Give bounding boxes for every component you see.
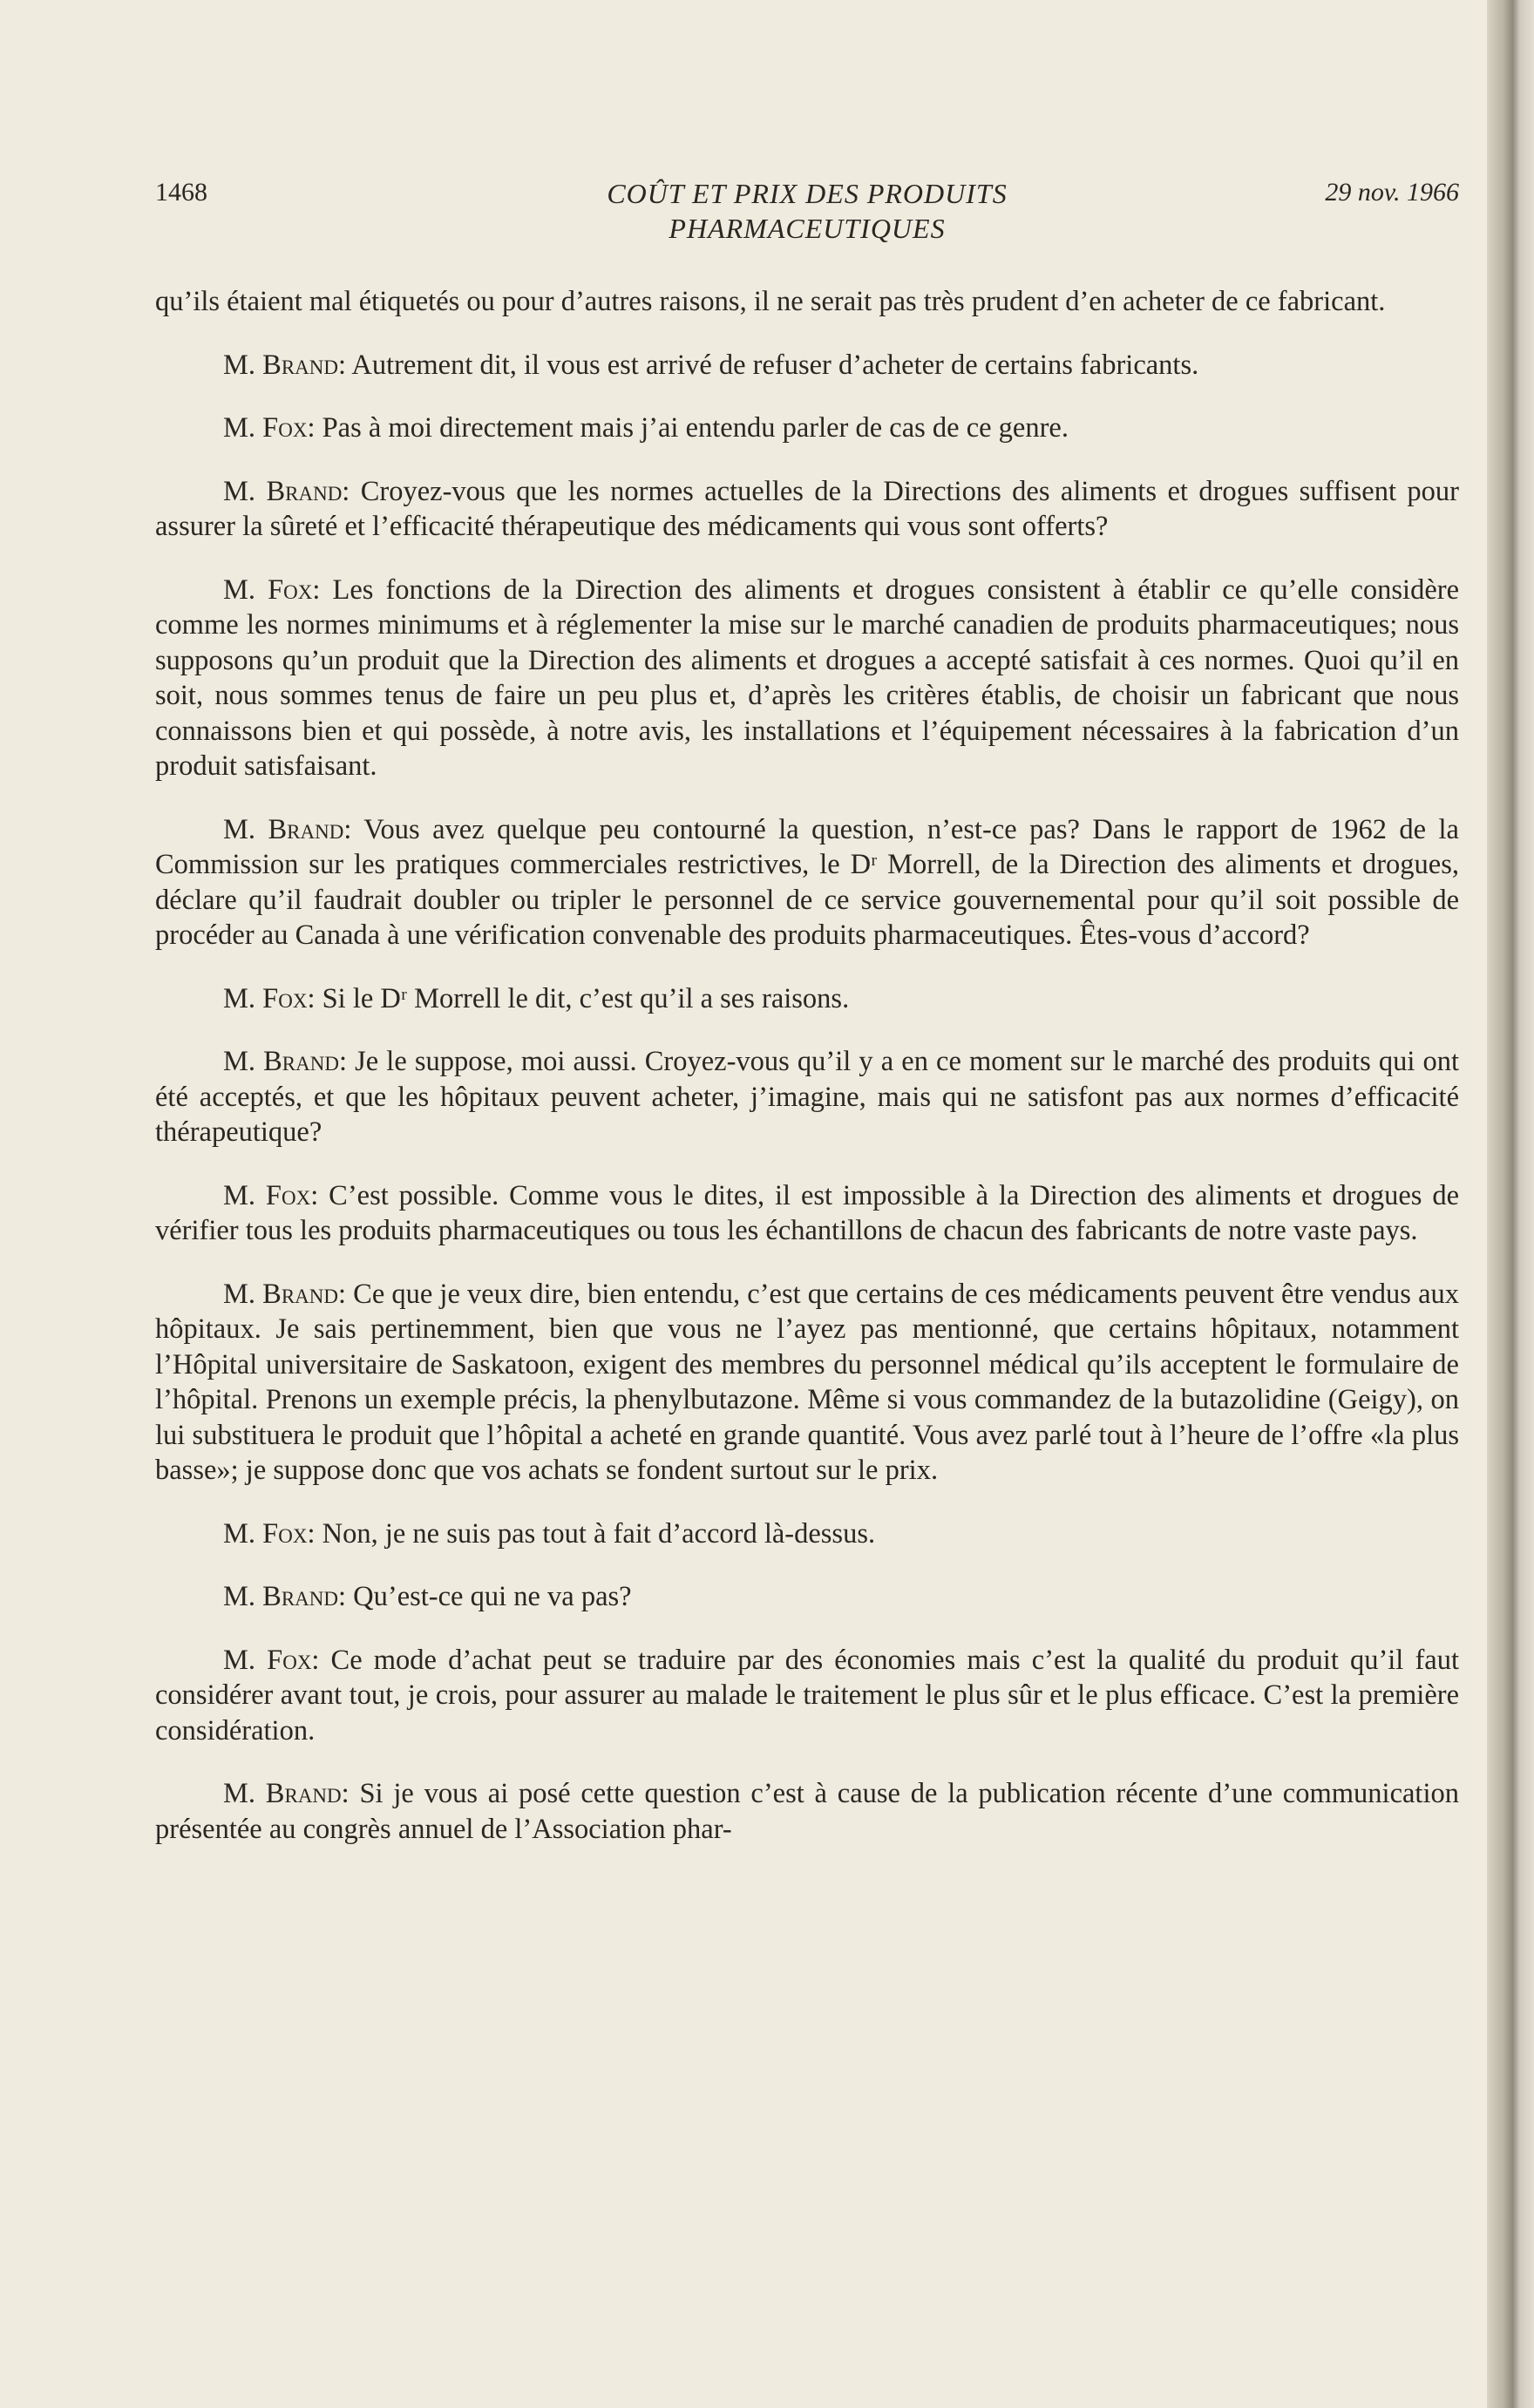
paragraph-text: Les fonctions de la Direction des aliments et drogues consistent à établir ce qu’elle considère comme les normes minimums et à réglementer la mise sur le marché canadien de produits pharmaceutiques; nous supposons qu’un produit que la Direction des aliments et drogues a accepté satisfait à ces normes. Quoi qu’il en soit, nous sommes tenus de faire un peu plus et, d’après les critères établis, de choisir un fabricant que nous connaissons bien et qui possède, à notre avis, les installations et l’équipement nécessaires à la fabrication d’un produit satisfaisant. bbox=[155, 573, 1459, 782]
page-date: 29 nov. 1966 bbox=[1325, 178, 1459, 207]
speaker-label: M. Fox: bbox=[223, 982, 316, 1014]
speaker-label: M. Fox: bbox=[223, 573, 321, 606]
paragraph bbox=[155, 1044, 1459, 1150]
paragraph-text: Qu’est-ce qui ne va pas? bbox=[346, 1581, 632, 1612]
speaker-label: M. Brand: bbox=[223, 813, 352, 845]
speaker-label: M. Brand: bbox=[223, 349, 347, 381]
paragraph-text: Vous avez quelque peu contourné la question, n’est-ce pas? Dans le rapport de 1962 de la Commission sur les pratiques commerciales restrictives, le Dʳ Morrell, de la Direction des aliments et drogues, déclare qu’il faudrait doubler ou tripler le personnel de ce service gouvernemental pour qu’il soit possible de procéder au Canada à une vérification convenable des produits pharmaceutiques. Êtes-vous d’accord? bbox=[155, 813, 1459, 951]
paragraph bbox=[155, 348, 1459, 383]
paragraph-text: Non, je ne suis pas tout à fait d’accord là-dessus. bbox=[315, 1517, 876, 1550]
speaker-label: M. Fox: bbox=[223, 1644, 320, 1676]
speaker-label: M. Fox: bbox=[223, 1517, 316, 1550]
speaker-label: M. Fox: bbox=[223, 1179, 319, 1211]
paragraph-text: qu’ils étaient mal étiquetés ou pour d’autres raisons, il ne serait pas très prudent d’en acheter de ce fabricant. bbox=[155, 286, 1386, 317]
paragraph-text: Pas à moi directement mais j’ai entendu parler de cas de ce genre. bbox=[315, 412, 1069, 444]
paragraph bbox=[155, 284, 1459, 320]
speaker-label: M. Brand: bbox=[223, 1778, 350, 1809]
paragraph-text: Si le Dʳ Morrell le dit, c’est qu’il a ses raisons. bbox=[315, 982, 850, 1014]
running-title bbox=[443, 176, 1171, 246]
page-number: 1468 bbox=[155, 178, 207, 207]
paragraph bbox=[155, 1643, 1459, 1749]
paragraph bbox=[155, 1776, 1459, 1847]
body-text bbox=[155, 284, 1459, 1875]
paragraph bbox=[155, 410, 1459, 446]
running-header bbox=[155, 176, 1459, 246]
running-title-line-2: PHARMACEUTIQUES bbox=[669, 213, 946, 244]
paragraph bbox=[155, 573, 1459, 784]
binding-gutter bbox=[1487, 0, 1534, 2408]
paragraph-text: C’est possible. Comme vous le dites, il est impossible à la Direction des aliments et drogues de vérifier tous les produits pharmaceutiques ou tous les échantillons de chacun des fabricants de notre vaste pays. bbox=[155, 1179, 1459, 1246]
speaker-label: M. Fox: bbox=[223, 412, 316, 444]
paragraph bbox=[155, 474, 1459, 545]
paragraph-text: Ce mode d’achat peut se traduire par des économies mais c’est la qualité du produit qu’il faut considérer avant tout, je crois, pour assurer au malade le traitement le plus sûr et le plus efficace. C’est la première considération. bbox=[155, 1644, 1459, 1747]
paragraph bbox=[155, 812, 1459, 953]
paragraph-text: Si je vous ai posé cette question c’est à cause de la publication récente d’une communication présentée au congrès annuel de l’Association phar- bbox=[155, 1778, 1459, 1845]
speaker-label: M. Brand: bbox=[223, 1046, 348, 1077]
paragraph-text: Croyez-vous que les normes actuelles de la Directions des aliments et drogues suffisent pour assurer la sûreté et l’efficacité thérapeutique des médicaments qui vous sont offerts? bbox=[155, 475, 1459, 542]
paragraph bbox=[155, 1277, 1459, 1489]
running-title-line-1: COÛT ET PRIX DES PRODUITS bbox=[607, 178, 1008, 209]
paragraph bbox=[155, 1579, 1459, 1615]
paragraph bbox=[155, 981, 1459, 1017]
paragraph-text: Ce que je veux dire, bien entendu, c’est que certains de ces médicaments peuvent être vendus aux hôpitaux. Je sais pertinemment, bien que vous ne l’ayez pas mentionné, que certains hôpitaux, notamment l’Hôpital universitaire de Saskatoon, exigent des membres du personnel médical qu’ils acceptent le formulaire de l’hôpital. Prenons un exemple précis, la phenylbutazone. Même si vous commandez de la butazolidine (Geigy), on lui substituera le produit que l’hôpital a acheté en grande quantité. Vous avez parlé tout à l’heure de l’offre «la plus basse»; je suppose donc que vos achats se fondent surtout sur le prix. bbox=[155, 1278, 1459, 1486]
speaker-label: M. Brand: bbox=[223, 475, 350, 507]
speaker-label: M. Brand: bbox=[223, 1581, 347, 1612]
paragraph bbox=[155, 1516, 1459, 1552]
paragraph-text: Je le suppose, moi aussi. Croyez-vous qu’il y a en ce moment sur le marché des produits qui ont été acceptés, et que les hôpitaux peuvent acheter, j’imagine, mais qui ne satisfont pas aux normes d’efficacité thérapeutique? bbox=[155, 1046, 1460, 1148]
paragraph-text: Autrement dit, il vous est arrivé de refuser d’acheter de certains fabricants. bbox=[346, 349, 1199, 381]
speaker-label: M. Brand: bbox=[223, 1278, 347, 1310]
paragraph bbox=[155, 1178, 1459, 1249]
